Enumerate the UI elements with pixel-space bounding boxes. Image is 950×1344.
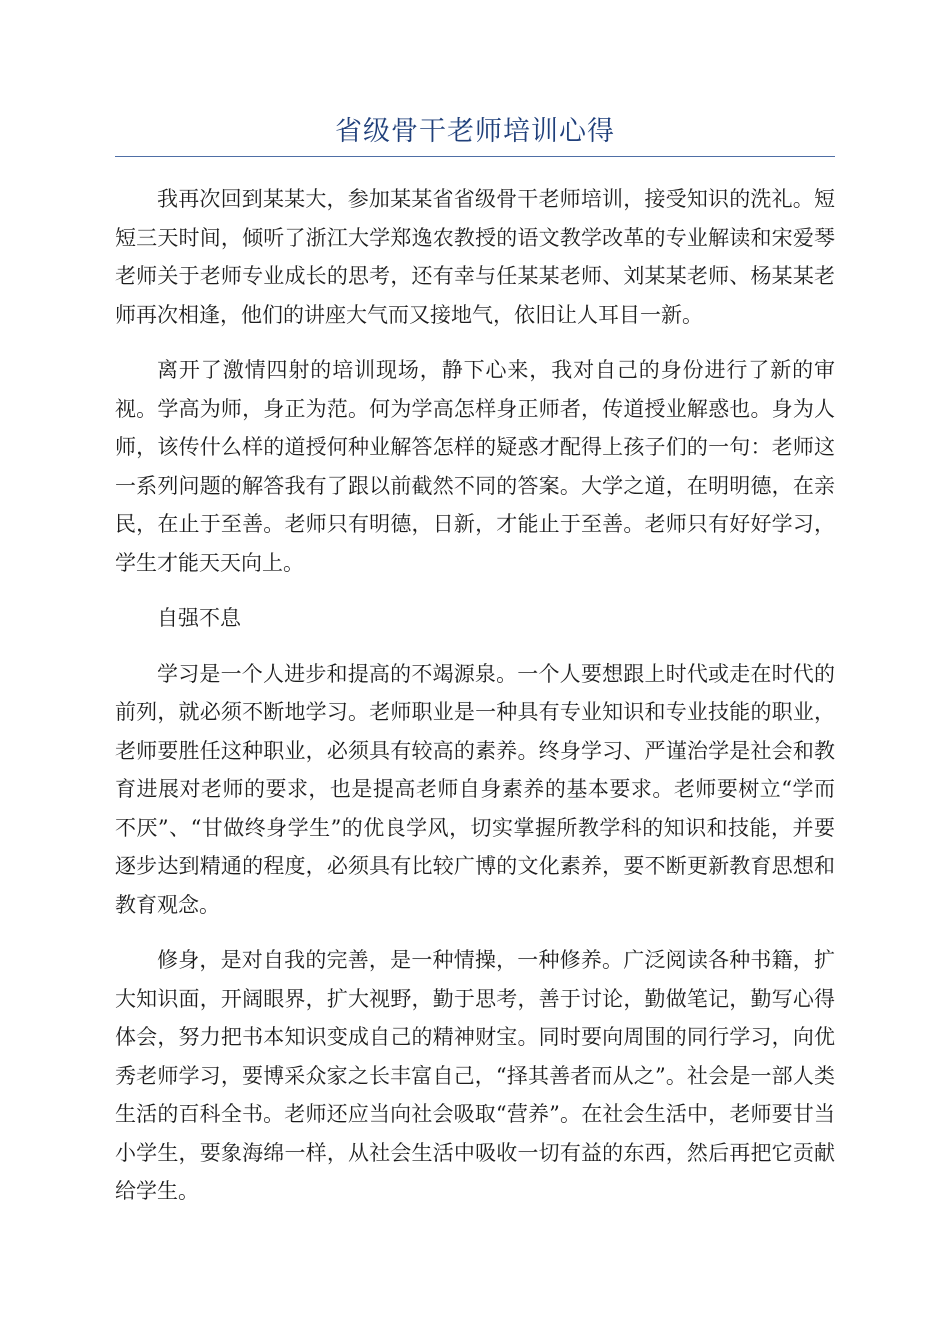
- page-title: 省级骨干老师培训心得: [335, 116, 615, 147]
- title-block: [115, 112, 835, 157]
- paragraph: 修身，是对自我的完善，是一种情操，一种修养。广泛阅读各种书籍，扩大知识面，开阔眼界，扩大视野，勤于思考，善于讨论，勤做笔记，勤写心得体会，努力把书本知识变成自己的精神财宝。同时要向周围的同行学习，向优秀老师学习，要博采众家之长丰富自己，“择其善者而从之”。社会是一部人类生活的百科全书。老师还应当向社会吸取“营养”。在社会生活中，老师要甘当小学生，要象海绵一样，从社会生活中吸收一切有益的东西，然后再把它贡献给学生。: [115, 948, 835, 1203]
- paragraph: 学习是一个人进步和提高的不竭源泉。一个人要想跟上时代或走在时代的前列，就必须不断地学习。老师职业是一种具有专业知识和专业技能的职业，老师要胜任这种职业，必须具有较高的素养。终身学习、严谨治学是社会和教育进展对老师的要求，也是提高老师自身素养的基本要求。老师要树立“学而不厌”、“甘做终身学生”的优良学风，切实掌握所教学科的知识和技能，并要逐步达到精通的程度，必须具有比较广博的文化素养，要不断更新教育思想和教育观念。: [115, 661, 835, 917]
- section-heading: 自强不息: [157, 606, 241, 630]
- document-body: [115, 180, 835, 1228]
- paragraph: 我再次回到某某大，参加某某省省级骨干老师培训，接受知识的洗礼。短短三天时间，倾听了浙江大学郑逸农教授的语文教学改革的专业解读和宋爱琴老师关于老师专业成长的思考，还有幸与任某某老师、刘某某老师、杨某某老师再次相逢，他们的讲座大气而又接地气，依旧让人耳目一新。: [115, 187, 835, 327]
- paragraph: 离开了激情四射的培训现场，静下心来，我对自己的身份进行了新的审视。学高为师，身正为范。何为学高怎样身正师者，传道授业解惑也。身为人师，该传什么样的道授何种业解答怎样的疑惑才配得上孩子们的一句：老师这一系列问题的解答我有了跟以前截然不同的答案。大学之道，在明明德，在亲民，在止于至善。老师只有明德，日新，才能止于至善。老师只有好好学习，学生才能天天向上。: [115, 358, 835, 575]
